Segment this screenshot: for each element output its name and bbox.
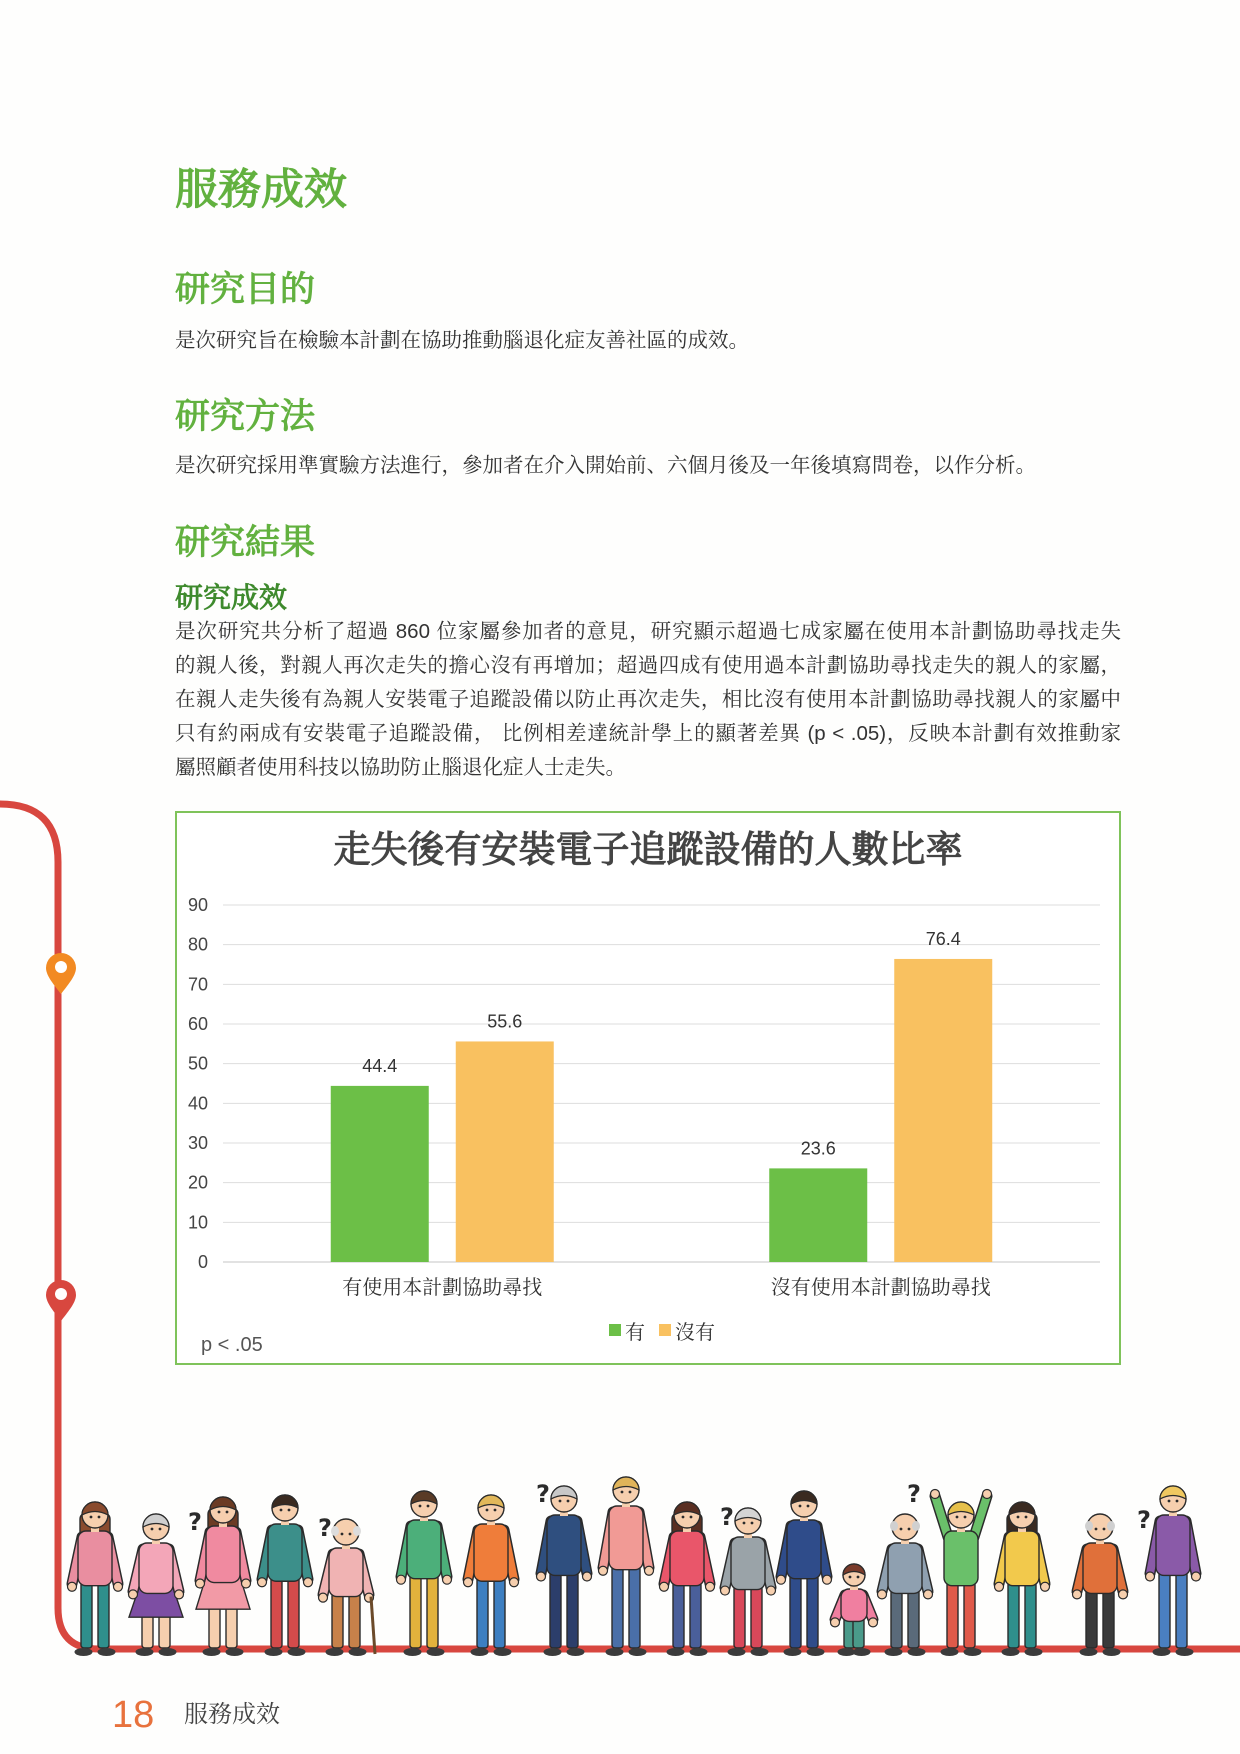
data-label: 55.6 — [487, 1011, 523, 1032]
shoe — [404, 1648, 422, 1656]
leg — [550, 1571, 561, 1648]
shoe — [326, 1648, 344, 1656]
eye — [1176, 1500, 1179, 1503]
leg — [81, 1582, 92, 1648]
shoe — [1025, 1648, 1043, 1656]
data-label: 23.6 — [800, 1138, 836, 1159]
shoe — [853, 1648, 871, 1656]
eye — [567, 1500, 570, 1503]
hair — [912, 1521, 920, 1531]
hand — [721, 1586, 730, 1595]
page-number: 18 — [112, 1694, 155, 1736]
pin-shape — [46, 953, 76, 994]
torso — [474, 1524, 508, 1581]
hand — [924, 1590, 933, 1599]
leg — [1103, 1589, 1114, 1648]
y-tick-label: 60 — [187, 1014, 208, 1034]
hand — [583, 1572, 592, 1581]
legend-swatch — [609, 1324, 621, 1336]
subheading-research-outcome: 研究成效 — [175, 582, 288, 613]
hand — [767, 1586, 776, 1595]
question-mark: ? — [1137, 1506, 1151, 1534]
eye — [98, 1516, 101, 1519]
shoe — [75, 1648, 93, 1656]
eye — [807, 1505, 810, 1508]
cane — [371, 1597, 375, 1654]
torso — [1083, 1543, 1117, 1593]
eye — [1103, 1528, 1106, 1531]
hair — [353, 1526, 361, 1536]
hair — [890, 1521, 898, 1531]
hand — [304, 1578, 313, 1587]
leg — [790, 1575, 801, 1648]
shoe — [941, 1648, 959, 1656]
question-mark: ? — [720, 1503, 734, 1531]
hair — [1107, 1521, 1115, 1531]
eye — [857, 1576, 860, 1579]
torso — [731, 1537, 765, 1590]
legend-swatch — [659, 1324, 671, 1336]
torso — [841, 1589, 867, 1621]
torso — [139, 1543, 173, 1593]
eye — [218, 1511, 221, 1514]
eye — [280, 1509, 283, 1512]
person-figure — [537, 1486, 592, 1656]
leg — [612, 1566, 623, 1648]
leg — [1159, 1571, 1170, 1648]
shoe — [98, 1648, 116, 1656]
shoe — [1002, 1648, 1020, 1656]
person-figure — [129, 1514, 184, 1656]
torso — [206, 1526, 240, 1583]
eye — [956, 1516, 959, 1519]
paragraph-line: 的親人後，對親人再次走失的擔心沒有再增加；超過四成有使用過本計劃協助尋找走失的親人的家屬， — [175, 654, 1121, 677]
shoe — [159, 1648, 177, 1656]
leg — [947, 1582, 958, 1648]
x-tick-label: 沒有使用本計劃協助尋找 — [770, 1277, 991, 1299]
hand — [443, 1575, 452, 1584]
leg — [494, 1577, 505, 1648]
eye — [151, 1528, 154, 1531]
torso — [670, 1531, 704, 1586]
chart-frame — [175, 811, 1121, 1365]
hand — [537, 1572, 546, 1581]
shoe — [427, 1648, 445, 1656]
hand — [1146, 1572, 1155, 1581]
shoe — [1176, 1648, 1194, 1656]
people-illustration — [68, 1477, 1201, 1656]
leg — [908, 1589, 919, 1648]
shoe — [1080, 1648, 1098, 1656]
paragraph-line: 是次研究共分析了超過 860 位家屬參加者的意見，研究顯示超過七成家屬在使用本計劃協助尋找走失 — [175, 620, 1121, 643]
leg — [964, 1582, 975, 1648]
eye — [900, 1528, 903, 1531]
hand — [196, 1579, 205, 1588]
eye — [559, 1500, 562, 1503]
eye — [1095, 1528, 1098, 1531]
shoe — [728, 1648, 746, 1656]
x-tick-label: 有使用本計劃協助尋找 — [342, 1277, 543, 1299]
torso — [329, 1548, 363, 1597]
hand — [319, 1593, 328, 1602]
eye — [494, 1509, 497, 1512]
hand — [983, 1490, 992, 1499]
eye — [629, 1491, 632, 1494]
pin-center — [55, 1288, 67, 1300]
shoe — [471, 1648, 489, 1656]
y-tick-label: 0 — [197, 1252, 208, 1272]
y-tick-label: 30 — [187, 1133, 208, 1153]
eye — [90, 1516, 93, 1519]
shoe — [1103, 1648, 1121, 1656]
y-tick-label: 40 — [187, 1093, 208, 1114]
section-body-method: 是次研究採用準實驗方法進行，參加者在介入開始前、六個月後及一年後填寫問卷，以作分析。 — [175, 454, 1036, 477]
shoe — [885, 1648, 903, 1656]
chart-title: 走失後有安裝電子追蹤設備的人數比率 — [333, 829, 963, 870]
person-figure — [258, 1495, 313, 1656]
leg — [477, 1577, 488, 1648]
eye — [486, 1509, 489, 1512]
hand — [706, 1582, 715, 1591]
eye — [349, 1533, 352, 1536]
eye — [621, 1491, 624, 1494]
shoe — [629, 1648, 647, 1656]
section-body-purpose: 是次研究旨在檢驗本計劃在協助推動腦退化症友善社區的成效。 — [175, 329, 749, 352]
legend-label: 沒有 — [675, 1322, 715, 1344]
page-title: 服務成效 — [175, 166, 347, 214]
bar — [769, 1168, 867, 1262]
location-pin-icon — [46, 953, 76, 994]
eye — [743, 1522, 746, 1525]
eye — [1017, 1516, 1020, 1519]
shoe — [690, 1648, 708, 1656]
shoe — [136, 1648, 154, 1656]
leg — [1086, 1589, 1097, 1648]
shoe — [288, 1648, 306, 1656]
y-tick-label: 10 — [187, 1212, 208, 1233]
paragraph-line: 在親人走失後有為親人安裝電子追蹤設備以防止再次走失，相比沒有使用本計劃協助尋找親人的家屬中 — [175, 688, 1121, 711]
y-tick-label: 70 — [187, 974, 208, 995]
person-figure — [1073, 1514, 1128, 1656]
leg — [891, 1589, 902, 1648]
eye — [1168, 1500, 1171, 1503]
leg — [751, 1586, 762, 1648]
person-figure — [931, 1490, 992, 1657]
person-figure — [196, 1497, 251, 1656]
hand — [995, 1582, 1004, 1591]
torso — [1005, 1531, 1039, 1586]
legend-label: 有 — [625, 1322, 645, 1344]
leg — [288, 1577, 299, 1648]
person-figure — [831, 1564, 878, 1656]
shoe — [606, 1648, 624, 1656]
torso — [547, 1515, 581, 1575]
person-figure — [660, 1502, 715, 1656]
hand — [931, 1490, 940, 1499]
shoe — [494, 1648, 512, 1656]
hand — [1041, 1582, 1050, 1591]
eye — [799, 1505, 802, 1508]
question-mark: ? — [536, 1480, 550, 1508]
shoe — [226, 1648, 244, 1656]
leg — [567, 1571, 578, 1648]
torso — [1156, 1515, 1190, 1575]
section-heading-purpose: 研究目的 — [175, 270, 316, 309]
hand — [1192, 1572, 1201, 1581]
shoe — [567, 1648, 585, 1656]
data-label: 76.4 — [925, 928, 961, 949]
leg — [349, 1593, 360, 1648]
eye — [419, 1505, 422, 1508]
leg — [427, 1575, 438, 1648]
eye — [226, 1511, 229, 1514]
shoe — [964, 1648, 982, 1656]
hand — [1119, 1590, 1128, 1599]
hand — [114, 1582, 123, 1591]
hand — [823, 1575, 832, 1584]
shoe — [1153, 1648, 1171, 1656]
hand — [258, 1578, 267, 1587]
hand — [397, 1575, 406, 1584]
leg — [1176, 1571, 1187, 1648]
section-heading-results: 研究結果 — [175, 523, 316, 562]
shoe — [807, 1648, 825, 1656]
person-figure — [599, 1477, 654, 1656]
y-tick-label: 90 — [187, 895, 208, 915]
hand — [660, 1582, 669, 1591]
leg — [690, 1582, 701, 1648]
eye — [682, 1516, 685, 1519]
data-label: 44.4 — [362, 1055, 398, 1076]
eye — [908, 1528, 911, 1531]
footer-section-title: 服務成效 — [184, 1701, 280, 1728]
eye — [690, 1516, 693, 1519]
eye — [427, 1505, 430, 1508]
eye — [751, 1522, 754, 1525]
question-mark: ? — [907, 1480, 921, 1508]
y-tick-label: 50 — [187, 1053, 208, 1074]
leg — [673, 1582, 684, 1648]
question-mark: ? — [188, 1508, 202, 1536]
y-tick-label: 20 — [187, 1172, 208, 1193]
hair — [1085, 1521, 1093, 1531]
shoe — [349, 1648, 367, 1656]
person-figure — [397, 1491, 452, 1656]
y-tick-label: 80 — [187, 934, 208, 955]
question-mark: ? — [318, 1514, 332, 1542]
pin-shape — [46, 1280, 76, 1321]
leg — [410, 1575, 421, 1648]
torso — [268, 1524, 302, 1581]
torso — [78, 1531, 112, 1586]
shoe — [908, 1648, 926, 1656]
leg — [332, 1593, 343, 1648]
shoe — [784, 1648, 802, 1656]
pin-center — [55, 961, 67, 973]
torso — [944, 1531, 978, 1586]
shoe — [265, 1648, 283, 1656]
bar — [456, 1041, 554, 1262]
shoe — [667, 1648, 685, 1656]
bar — [331, 1086, 429, 1262]
eye — [849, 1576, 852, 1579]
bar — [894, 959, 992, 1262]
eye — [341, 1533, 344, 1536]
leg — [271, 1577, 282, 1648]
hand — [175, 1590, 184, 1599]
torso — [787, 1520, 821, 1579]
results-paragraph — [175, 615, 1121, 785]
person-figure — [878, 1514, 933, 1656]
leg — [1008, 1582, 1019, 1648]
hand — [869, 1618, 878, 1627]
hand — [242, 1579, 251, 1588]
leg — [98, 1582, 109, 1648]
paragraph-line: 只有約兩成有安裝電子追蹤設備， 比例相差達統計學上的顯著差異 (p < .05)，反映本計劃有效推動家 — [175, 722, 1121, 745]
hand — [68, 1582, 77, 1591]
significance-note: p < .05 — [201, 1334, 263, 1356]
hand — [1073, 1590, 1082, 1599]
hand — [129, 1590, 138, 1599]
hand — [878, 1590, 887, 1599]
person-figure — [1146, 1486, 1201, 1656]
eye — [288, 1509, 291, 1512]
leg — [734, 1586, 745, 1648]
hand — [645, 1566, 654, 1575]
shoe — [203, 1648, 221, 1656]
torso — [609, 1506, 643, 1570]
eye — [159, 1528, 162, 1531]
hand — [464, 1578, 473, 1587]
leg — [1025, 1582, 1036, 1648]
section-heading-method: 研究方法 — [175, 397, 316, 436]
shoe — [751, 1648, 769, 1656]
torso — [888, 1543, 922, 1593]
torso — [407, 1520, 441, 1579]
leg — [807, 1575, 818, 1648]
hair — [331, 1526, 339, 1536]
person-figure — [464, 1495, 519, 1656]
leg — [629, 1566, 640, 1648]
eye — [1025, 1516, 1028, 1519]
hand — [831, 1618, 840, 1627]
hand — [777, 1575, 786, 1584]
chart-marks — [188, 895, 1100, 1344]
bar-chart — [175, 811, 1121, 1365]
location-pin-icon — [46, 1280, 76, 1321]
shoe — [544, 1648, 562, 1656]
person-figure — [68, 1502, 123, 1656]
paragraph-line: 屬照顧者使用科技以協助防止腦退化症人士走失。 — [175, 756, 626, 779]
person-figure — [995, 1502, 1050, 1656]
hand — [599, 1566, 608, 1575]
eye — [964, 1516, 967, 1519]
hand — [510, 1578, 519, 1587]
person-figure — [777, 1491, 832, 1656]
